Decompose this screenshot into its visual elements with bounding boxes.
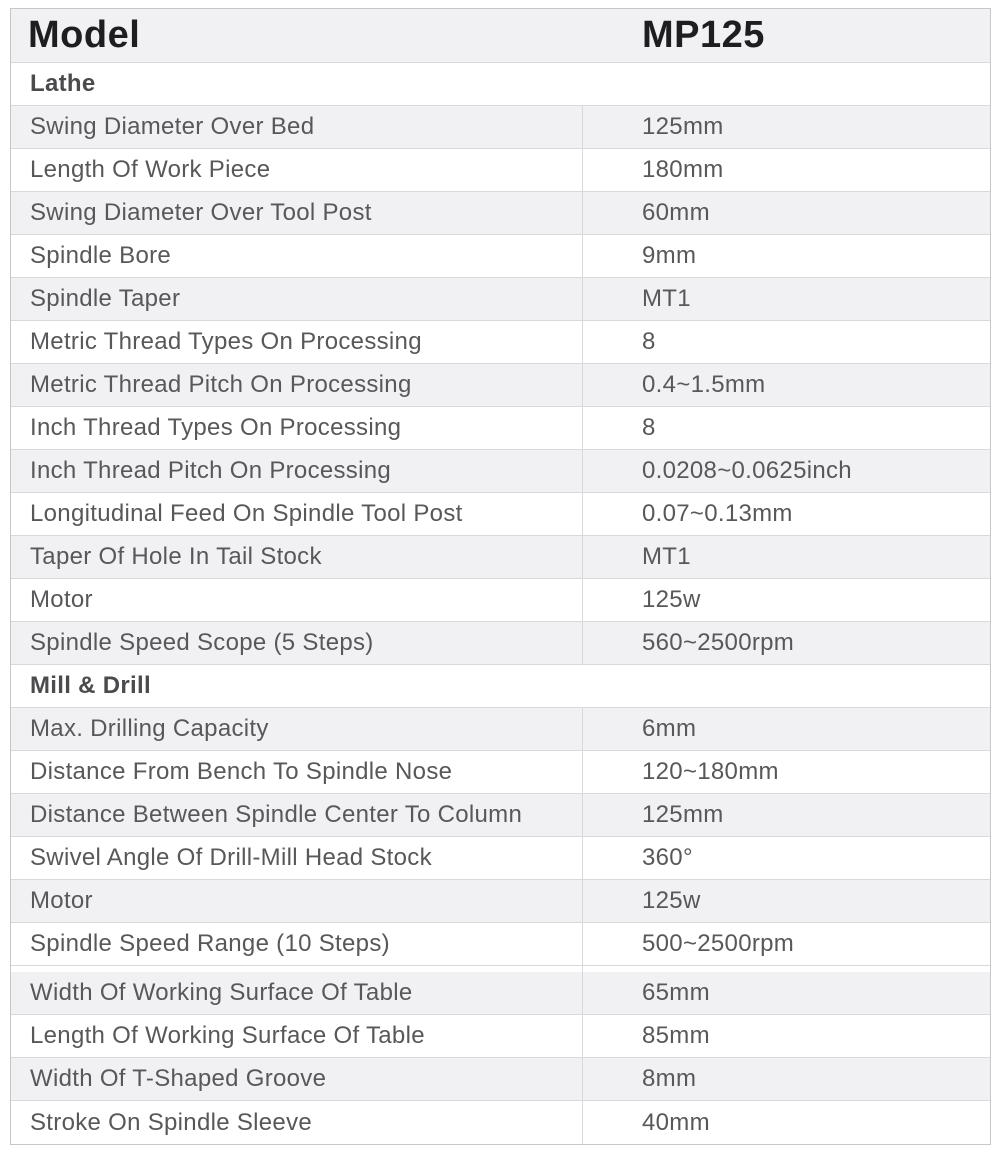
spec-value: 40mm [642,1108,710,1136]
spec-row [11,192,990,235]
section-header-row [11,665,990,708]
spec-label: Swing Diameter Over Tool Post [11,192,583,234]
spec-row [11,1101,990,1144]
spec-row [11,923,990,966]
spec-label: Inch Thread Types On Processing [11,407,583,449]
section-title: Mill & Drill [30,672,151,699]
spec-value: 125mm [642,113,724,140]
spec-row [11,106,990,149]
spec-row [11,493,990,536]
spec-value: 125w [642,586,701,613]
spec-value: 65mm [642,979,710,1006]
spec-value: 360° [642,844,693,871]
spec-label: Taper Of Hole In Tail Stock [11,536,583,578]
spec-table [10,8,991,1145]
spec-label: Width Of Working Surface Of Table [11,972,583,1014]
spec-row [11,407,990,450]
spec-label: Swivel Angle Of Drill-Mill Head Stock [11,837,583,879]
spec-label: Distance From Bench To Spindle Nose [11,751,583,793]
spec-value: 125w [642,887,701,914]
spec-row [11,751,990,794]
spec-row [11,364,990,407]
spec-row [11,708,990,751]
spec-value: 0.4~1.5mm [642,371,766,398]
spec-label: Motor [11,579,583,621]
spec-label: Motor [11,880,583,922]
spec-value: MT1 [642,285,691,312]
spec-label: Distance Between Spindle Center To Column [11,794,583,836]
spec-value: 0.07~0.13mm [642,500,793,527]
spec-table-body [11,63,990,1144]
spec-value: 500~2500rpm [642,930,795,957]
spec-row [11,321,990,364]
section-header-row [11,63,990,106]
spec-value: 0.0208~0.0625inch [642,457,852,484]
spec-row [11,149,990,192]
model-header-value: MP125 [642,14,765,56]
spec-value: 8mm [642,1065,697,1092]
spec-row [11,622,990,665]
spec-row [11,450,990,493]
section-title: Lathe [30,70,96,97]
spec-row [11,579,990,622]
spec-label: Max. Drilling Capacity [11,708,583,750]
spec-label: Length Of Work Piece [11,149,583,191]
spec-label: Spindle Bore [11,235,583,277]
spec-label: Inch Thread Pitch On Processing [11,450,583,492]
model-header-label: Model [28,14,141,56]
spec-value: 180mm [642,156,724,183]
spec-row [11,278,990,321]
spec-row [11,1058,990,1101]
spec-row [11,880,990,923]
spec-value: 8 [642,414,656,441]
spec-value: 85mm [642,1022,710,1049]
spec-value: 9mm [642,242,697,269]
spec-value: 60mm [642,199,710,226]
spec-value: 6mm [642,715,697,742]
spec-label: Spindle Speed Range (10 Steps) [11,923,583,965]
spec-value: 8 [642,328,656,355]
spec-label: Width Of T-Shaped Groove [11,1058,583,1100]
spec-label: Spindle Taper [11,278,583,320]
spec-row [11,1015,990,1058]
spec-label: Length Of Working Surface Of Table [11,1015,583,1057]
spec-label: Metric Thread Types On Processing [11,321,583,363]
spec-value: 120~180mm [642,758,779,785]
spec-row [11,794,990,837]
spec-label: Metric Thread Pitch On Processing [11,364,583,406]
spec-label: Swing Diameter Over Bed [11,106,583,148]
spec-row [11,536,990,579]
spec-row [11,837,990,880]
spec-value: 560~2500rpm [642,629,795,656]
spec-label: Longitudinal Feed On Spindle Tool Post [11,493,583,535]
spec-value: 125mm [642,801,724,828]
model-header-row [11,9,990,63]
spec-value: MT1 [642,543,691,570]
spec-row [11,972,990,1015]
spec-row [11,235,990,278]
spec-label: Spindle Speed Scope (5 Steps) [11,622,583,664]
spec-label: Stroke On Spindle Sleeve [11,1101,583,1144]
